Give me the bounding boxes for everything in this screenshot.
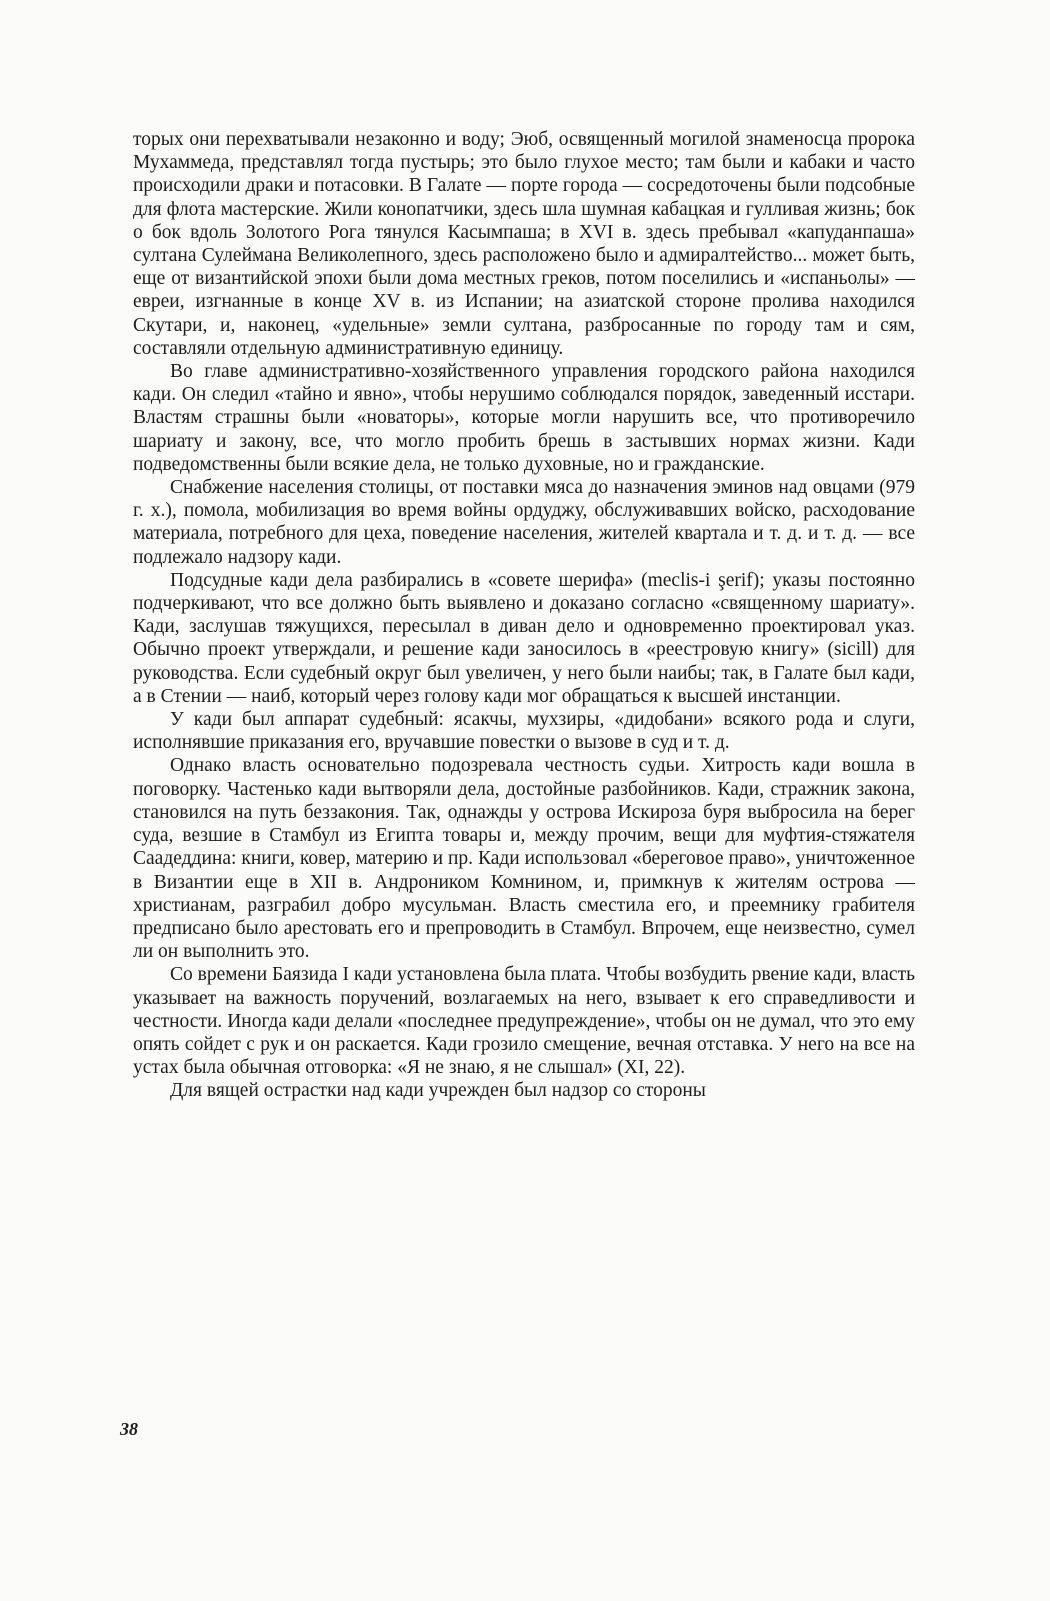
paragraph-kadi-role: Во главе административно-хозяйственного управления городского района находился кади. Он следил «тайно и явно», чтобы нерушимо соблюдался порядок, заведенный исстари. Властям страшны были «новаторы», которые могли нарушить все, что противоречило шариату и закону, все, что могло пробить брешь в застывших нормах жизни. Кади подведомственны были всякие дела, не только духовные, но и гражданские. bbox=[133, 361, 915, 475]
body-text bbox=[133, 128, 915, 1103]
page-number: 38 bbox=[120, 1419, 138, 1439]
paragraph-kadi-honesty: Однако власть основательно подозревала честность судьи. Хитрость кади вошла в поговорку. Частенько кади вытворяли дела, достойные разбойников. Кади, стражник закона, становился на путь беззакония. Так, однажды у острова Искироза буря выбросила на берег суда, везшие в Стамбул из Египта товары и, между прочим, вещи для муфтия-стяжателя Саадеддина: книги, ковер, материю и пр. Кади использовал «береговое право», уничтоженное в Византии еще в XII в. Андроником Комнином, и, примкнув к жителям острова — христианам, разграбил добро мусульман. Власть сместила его, и преемнику грабителя предписано было арестовать его и препроводить в Стамбул. Впрочем, еще неизвестно, сумел ли он выполнить это. bbox=[133, 755, 915, 963]
paragraph-court-staff: У кади был аппарат судебный: ясакчы, мухзиры, «дидобани» всякого рода и слуги, исполнявшие приказания его, вручавшие повестки о вызове в суд и т. д. bbox=[133, 709, 915, 754]
paragraph-supply: Снабжение населения столицы, от поставки мяса до назначения эминов над овцами (979 г. х.), помола, мобилизация во время войны ордуджу, обслуживавших войско, расходование материала, потребного для цеха, поведение населения, жителей квартала и т. д. и т. д. — все подлежало надзору кади. bbox=[133, 477, 915, 568]
paragraph-continuation: торых они перехватывали незаконно и воду; Эюб, освященный могилой знаменосца пророка Мухаммеда, представлял тогда пустырь; это было глухое место; там были и кабаки и часто происходили драки и потасовки. В Галате — порте города — сосредоточены были подсобные для флота мастерские. Жили конопатчики, здесь шла шумная кабацкая и гулливая жизнь; бок о бок вдоль Золотого Рога тянулся Касымпаша; в XVI в. здесь пребывал «капуданпаша» султана Сулеймана Великолепного, здесь расположено было и адмиралтейство... может быть, еще от византийской эпохи были дома местных греков, потом поселились и «испаньолы» — евреи, изгнанные в конце XV в. из Испании; на азиатской стороне пролива находился Скутари, и, наконец, «удельные» земли султана, разбросанные по городу там и сям, составляли отдельную административную единицу. bbox=[133, 129, 915, 359]
paragraph-court-cases: Подсудные кади дела разбирались в «совете шерифа» (meclis-i şerif); указы постоянно подчеркивают, что все должно быть выявлено и доказано согласно «священному шариату». Кади, заслушав тяжущихся, пересылал в диван дело и одновременно проектировал указ. Обычно проект утверждали, и решение кади заносилось в «реестровую книгу» (sicill) для руководства. Если судебный округ был увеличен, у него были наибы; так, в Галате был кади, а в Стении — наиб, который через голову кади мог обращаться к высшей инстанции. bbox=[133, 569, 915, 707]
paragraph-payment: Со времени Баязида I кади установлена была плата. Чтобы возбудить рвение кади, власть указывает на важность поручений, возлагаемых на него, взывает к его справедливости и честности. Иногда кади делали «последнее предупреждение», чтобы он не думал, что это ему опять сойдет с рук и он раскается. Кади грозило смещение, вечная отставка. У него на все на устах была обычная отговорка: «Я не знаю, я не слышал» (XI, 22). bbox=[133, 964, 915, 1079]
paragraph-supervision: Для вящей острастки над кади учрежден был надзор со стороны bbox=[170, 1080, 706, 1102]
